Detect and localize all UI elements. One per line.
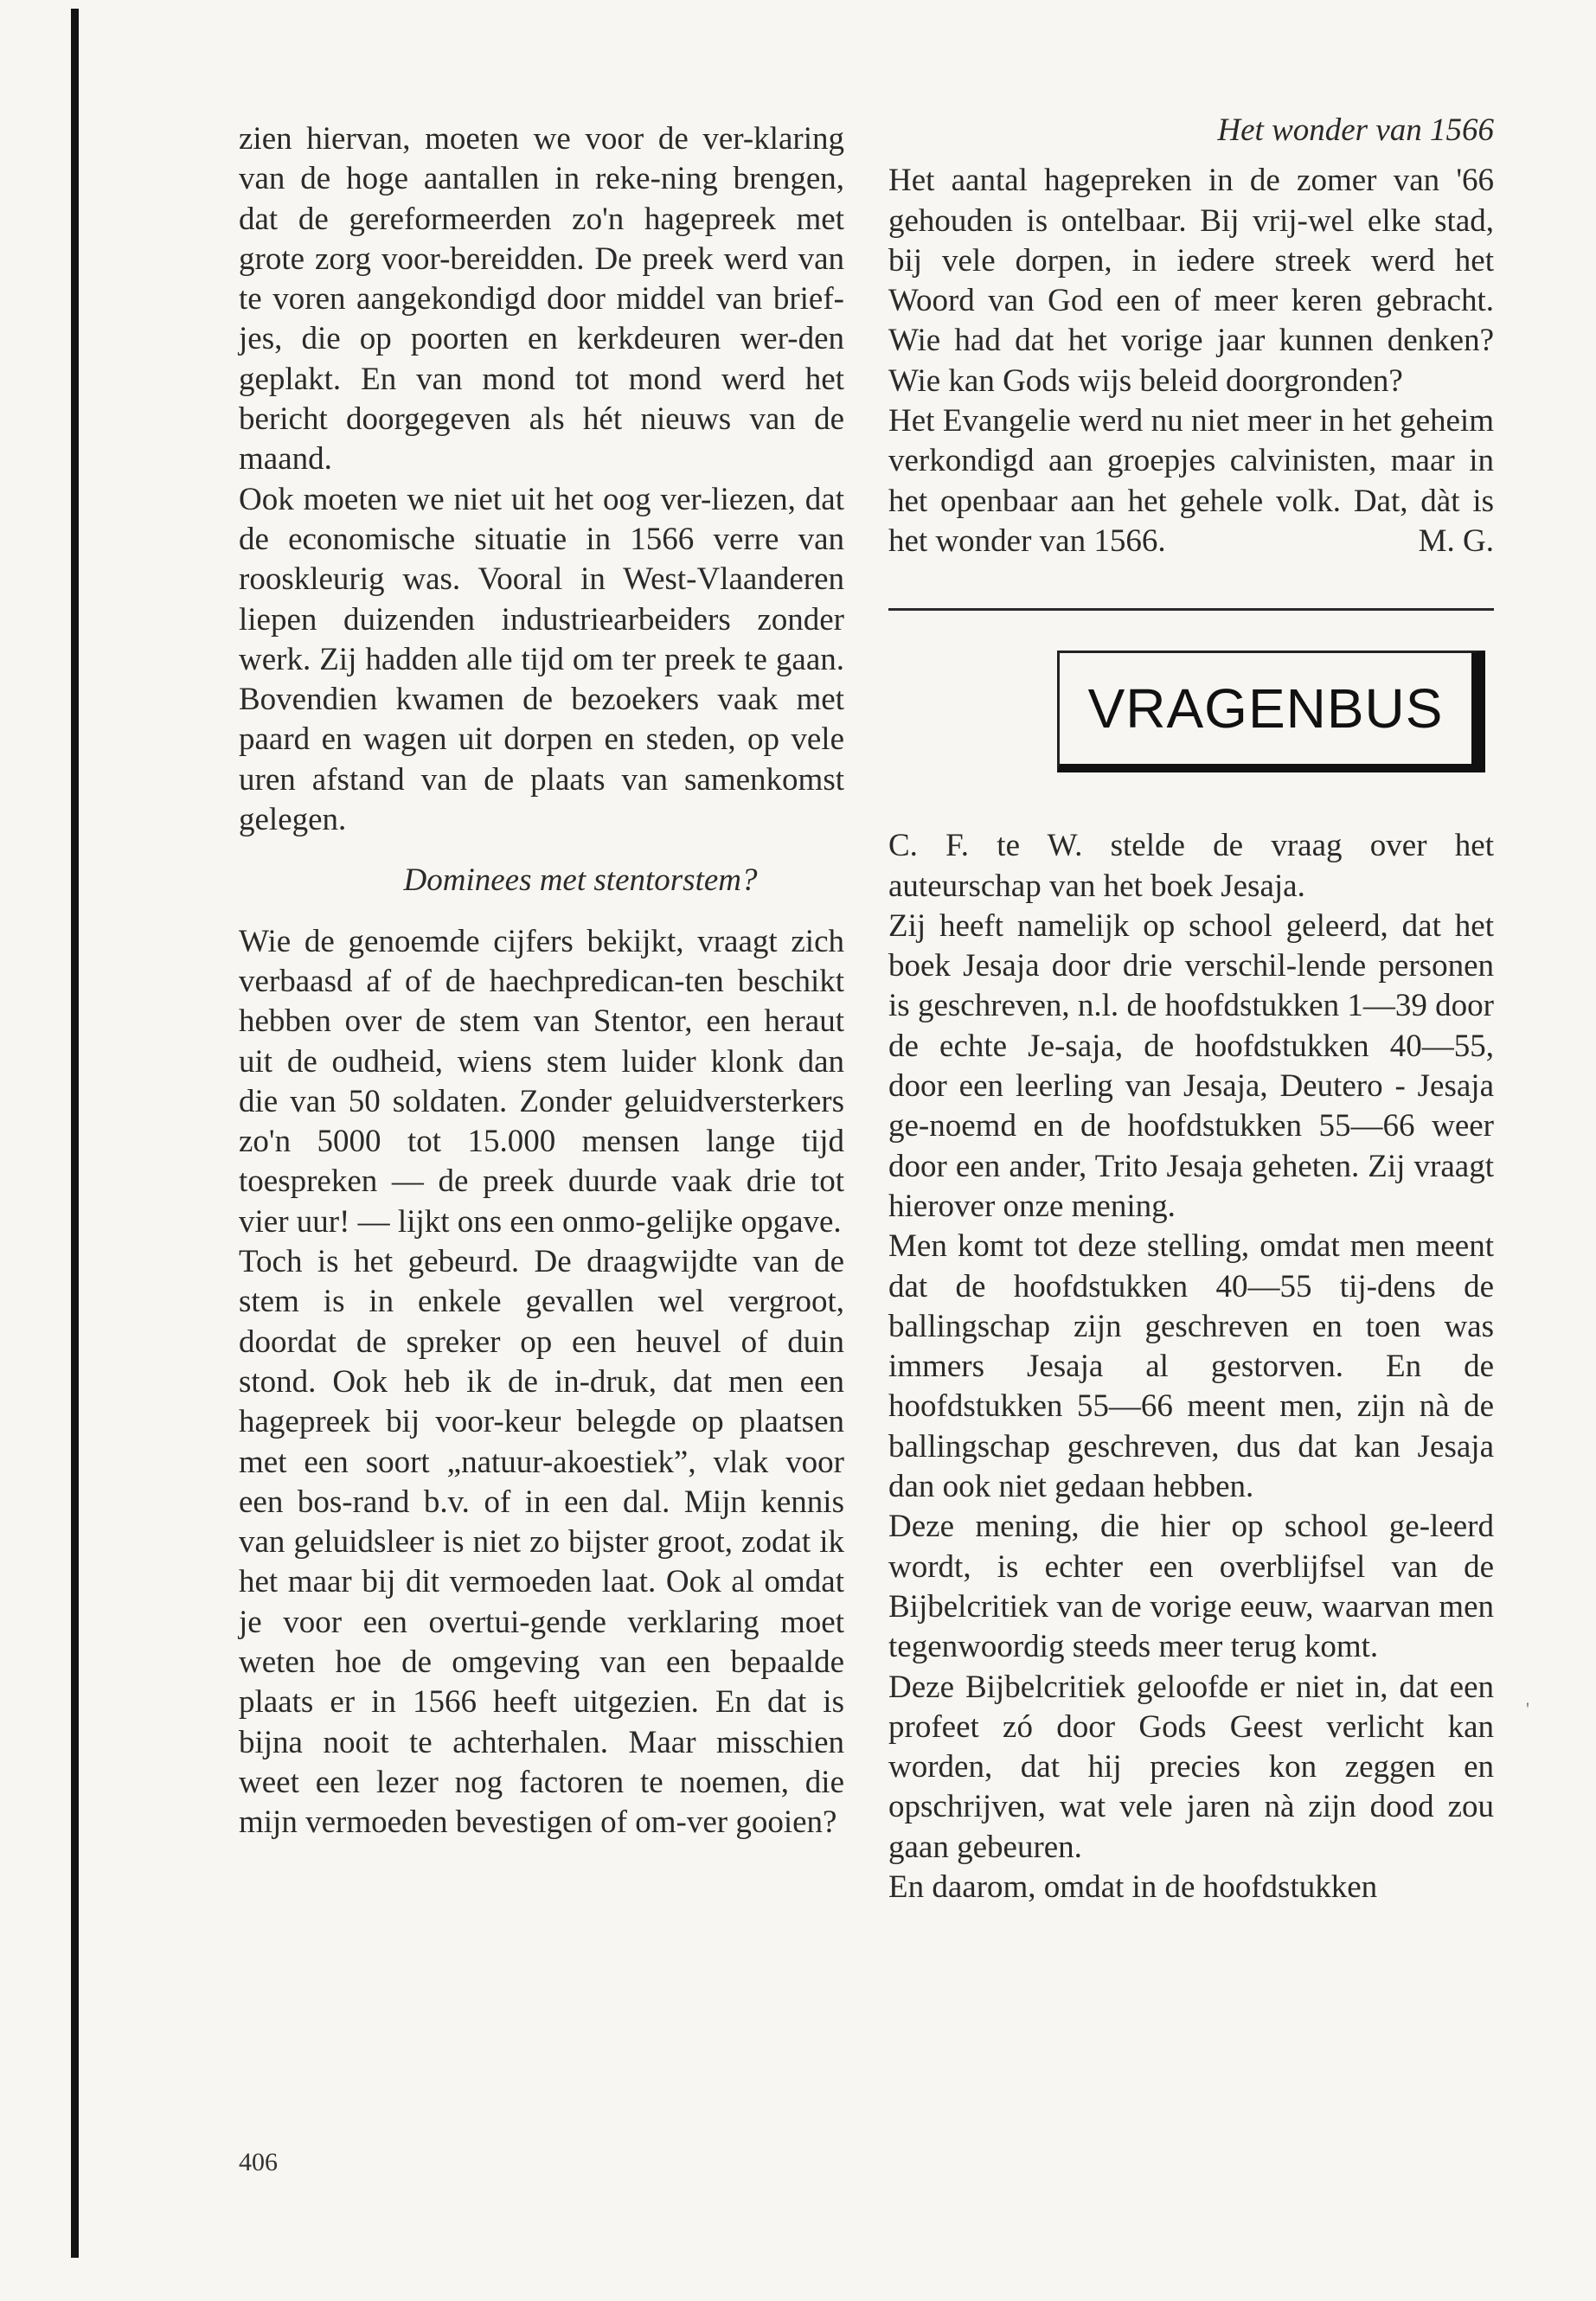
paragraph: Het aantal hagepreken in de zomer van '66 gehouden is ontelbaar. Bij vrij-wel elke stad, bij vele dorpen, in iedere streek werd het Woord van God een of meer keren gebracht. Wie had dat het vorige jaar kunnen denken? Wie kan Gods wijs beleid doorgronden? [888, 163, 1494, 399]
paragraph: Zij heeft namelijk op school geleerd, dat het boek Jesaja door drie verschil-lende personen is geschreven, n.l. de hoofdstukken 1—39 door de echte Je-saja, de hoofdstukken 40—55, door een leerling van Jesaja, Deutero - Jesaja ge-noemd en de hoofdstukken 55—66 weer door een ander, Trito Jesaja geheten. Zij vraagt hierover onze mening. [888, 907, 1494, 1224]
box-title: VRAGENBUS [1087, 677, 1444, 740]
paragraph: Deze mening, die hier op school ge-leerd wordt, is echter een overblijfsel van de Bijbelcritiek van de vorige eeuw, waarvan men tegenwoordig steeds meer terug komt. [888, 1509, 1494, 1665]
vragenbus-box [1057, 651, 1485, 772]
section-heading: Het wonder van 1566 [1217, 112, 1494, 148]
paragraph: zien hiervan, moeten we voor de ver-klaring van de hoge aantallen in reke-ning brengen, dat de gereformeerden zo'n hagepreek met grote zorg voor-bereidden. De preek werd van te voren aangekondigd door middel van brief-jes, die op poorten en kerkdeuren wer-den geplakt. En van mond tot mond werd het bericht doorgegeven als hét nieuws van de maand. [239, 121, 844, 478]
divider [888, 608, 1494, 611]
section-heading: Dominees met stentorstem? [403, 862, 758, 899]
paragraph: Toch is het gebeurd. De draagwijdte van de stem is in enkele gevallen wel vergroot, doordat de spreker op een heuvel of duin stond. Ook heb ik de in-druk, dat men een hagepreek bij voor-keur belegde op plaatsen met een soort „natuur-akoestiek”, vlak voor een bos-rand b.v. of in een dal. Mijn kennis van geluidsleer is niet zo bijster groot, zodat ik het maar bij dit vermoeden laat. Ook al omdat je voor een overtui-gende verklaring moet weten hoe de omgeving van een bepaalde plaats er in 1566 heeft uitgezien. En dat is bijna nooit te achterhalen. Maar misschien weet een lezer nog factoren te noemen, die mijn vermoeden bevestigen of om-ver gooien? [239, 1244, 844, 1841]
scan-binding-edge [71, 9, 79, 2258]
paragraph: Wie de genoemde cijfers bekijkt, vraagt zich verbaasd af of de haechpredican-ten beschikt hebben over de stem van Stentor, een heraut uit de oudheid, wiens stem luider klonk dan die van 50 soldaten. Zonder geluidversterkers zo'n 5000 tot 15.000 mensen lange tijd toespreken — de preek duurde vaak drie tot vier uur! — lijkt ons een onmo-gelijke opgave. [239, 923, 844, 1240]
paragraph-text: Het Evangelie werd nu niet meer in het geheim verkondigd aan groepjes calvinisten, maar in het openbaar aan het gehele volk. Dat, dàt is het wonder van 1566. [888, 403, 1494, 559]
paragraph: C. F. te W. stelde de vraag over het auteurschap van het boek Jesaja. [888, 828, 1494, 904]
right-column [888, 112, 1494, 1907]
paragraph [888, 401, 1494, 561]
left-column [239, 119, 844, 1843]
paragraph: En daarom, omdat in de hoofdstukken [888, 1868, 1378, 1905]
page-number: 406 [239, 2148, 278, 2176]
paragraph: Ook moeten we niet uit het oog ver-liezen, dat de economische situatie in 1566 verre van rooskleurig was. Vooral in West-Vlaanderen liepen duizenden industriearbeiders zonder werk. Zij hadden alle tijd om ter preek te gaan. Bovendien kwamen de bezoekers vaak met paard en wagen uit dorpen en steden, op vele uren afstand van de plaats van samenkomst gelegen. [239, 481, 844, 838]
paragraph: Deze Bijbelcritiek geloofde er niet in, dat een profeet zó door Gods Geest verlicht kan worden, dat hij precies kon zeggen en opschrijven, wat vele jaren nà zijn dood zou gaan gebeuren. [888, 1669, 1494, 1865]
author-signoff: M. G. [1418, 522, 1494, 559]
paragraph: Men komt tot deze stelling, omdat men meent dat de hoofdstukken 40—55 tij-dens de ballingschap zijn geschreven en toen was immers Jesaja al gestorven. En de hoofdstukken 55—66 meent men, zijn nà de ballingschap geschreven, dus dat kan Jesaja dan ook niet gedaan hebben. [888, 1228, 1494, 1505]
margin-mark: ' [1526, 1698, 1529, 1720]
